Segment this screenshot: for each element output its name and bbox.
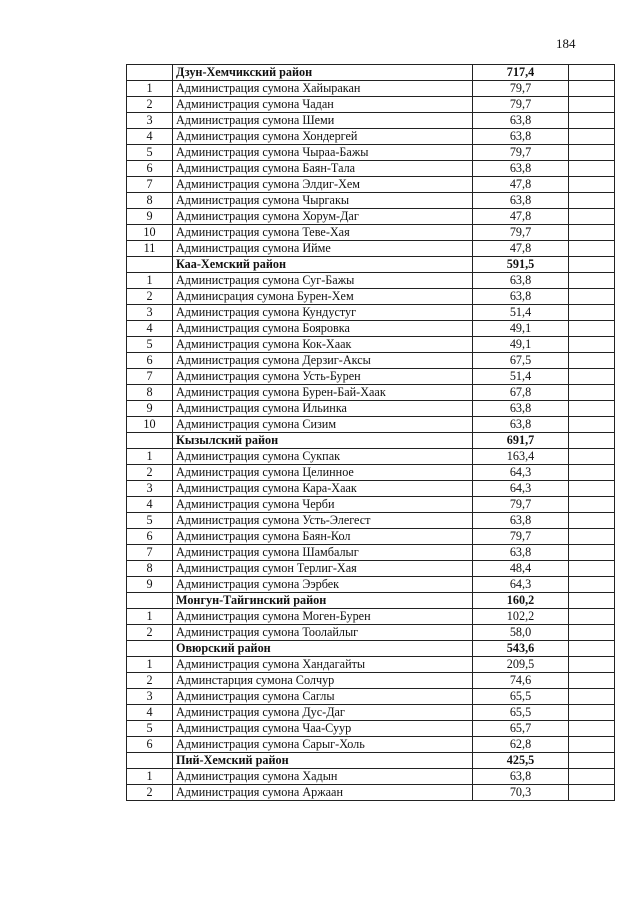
- margin-cell: [569, 225, 615, 241]
- row-number: 4: [127, 321, 173, 337]
- amount-value: 63,8: [473, 129, 569, 145]
- table-row: [127, 289, 615, 305]
- administration-name: Администрация сумона Чыраа-Бажы: [173, 145, 473, 161]
- district-total: 425,5: [473, 753, 569, 769]
- row-number: 3: [127, 481, 173, 497]
- table-row: [127, 449, 615, 465]
- margin-cell: [569, 513, 615, 529]
- row-number: 8: [127, 561, 173, 577]
- administration-name: Администрация сумона Кундустуг: [173, 305, 473, 321]
- table-row: [127, 657, 615, 673]
- row-number: 5: [127, 513, 173, 529]
- table-row: [127, 177, 615, 193]
- table-row: [127, 497, 615, 513]
- table-row: [127, 401, 615, 417]
- administration-name: Администрация сумона Усть-Бурен: [173, 369, 473, 385]
- row-number: 1: [127, 273, 173, 289]
- amount-value: 58,0: [473, 625, 569, 641]
- table-row: [127, 737, 615, 753]
- district-total: 717,4: [473, 65, 569, 81]
- margin-cell: [569, 161, 615, 177]
- amount-value: 64,3: [473, 481, 569, 497]
- district-name: Монгун-Тайгинский район: [173, 593, 473, 609]
- margin-cell: [569, 465, 615, 481]
- administration-name: Администрация сумона Дус-Даг: [173, 705, 473, 721]
- district-row: [127, 593, 615, 609]
- table-row: [127, 529, 615, 545]
- table-row: [127, 193, 615, 209]
- table-row: [127, 481, 615, 497]
- margin-cell: [569, 785, 615, 801]
- table-row: [127, 353, 615, 369]
- amount-value: 63,8: [473, 513, 569, 529]
- margin-cell: [569, 177, 615, 193]
- administration-name: Администрация сумона Целинное: [173, 465, 473, 481]
- administration-name: Администрация сумона Ийме: [173, 241, 473, 257]
- administration-name: Админисрация сумона Бурен-Хем: [173, 289, 473, 305]
- administration-name: Администрация сумона Шеми: [173, 113, 473, 129]
- row-number: 2: [127, 625, 173, 641]
- row-number: 1: [127, 609, 173, 625]
- margin-cell: [569, 609, 615, 625]
- administration-name: Администрация сумона Чаа-Суур: [173, 721, 473, 737]
- row-number: 3: [127, 689, 173, 705]
- district-num-cell: [127, 65, 173, 81]
- amount-value: 67,8: [473, 385, 569, 401]
- amount-value: 79,7: [473, 145, 569, 161]
- margin-cell: [569, 145, 615, 161]
- amount-value: 79,7: [473, 497, 569, 513]
- row-number: 7: [127, 545, 173, 561]
- table-row: [127, 673, 615, 689]
- table-row: [127, 145, 615, 161]
- district-num-cell: [127, 257, 173, 273]
- administration-name: Администрация сумона Хайыракан: [173, 81, 473, 97]
- administration-name: Администрация сумона Чыргакы: [173, 193, 473, 209]
- amount-value: 74,6: [473, 673, 569, 689]
- administration-name: Администрация сумона Хадын: [173, 769, 473, 785]
- amount-value: 209,5: [473, 657, 569, 673]
- amount-value: 65,7: [473, 721, 569, 737]
- amount-value: 64,3: [473, 465, 569, 481]
- margin-cell: [569, 209, 615, 225]
- amount-value: 63,8: [473, 417, 569, 433]
- margin-cell: [569, 769, 615, 785]
- margin-cell: [569, 241, 615, 257]
- table-row: [127, 337, 615, 353]
- margin-cell: [569, 321, 615, 337]
- district-total: 160,2: [473, 593, 569, 609]
- table-row: [127, 689, 615, 705]
- administration-name: Администрация сумон Терлиг-Хая: [173, 561, 473, 577]
- margin-cell: [569, 305, 615, 321]
- administration-name: Администрация сумона Аржаан: [173, 785, 473, 801]
- budget-table: [126, 64, 615, 801]
- administration-name: Администрация сумона Ильинка: [173, 401, 473, 417]
- margin-cell: [569, 97, 615, 113]
- margin-cell: [569, 81, 615, 97]
- table-row: [127, 609, 615, 625]
- row-number: 5: [127, 721, 173, 737]
- table-row: [127, 545, 615, 561]
- margin-cell: [569, 449, 615, 465]
- row-number: 7: [127, 369, 173, 385]
- district-row: [127, 65, 615, 81]
- administration-name: Администрация сумона Черби: [173, 497, 473, 513]
- row-number: 10: [127, 225, 173, 241]
- amount-value: 102,2: [473, 609, 569, 625]
- margin-cell: [569, 273, 615, 289]
- margin-cell: [569, 257, 615, 273]
- amount-value: 63,8: [473, 161, 569, 177]
- district-num-cell: [127, 641, 173, 657]
- administration-name: Администрация сумона Сарыг-Холь: [173, 737, 473, 753]
- administration-name: Администрация сумона Элдиг-Хем: [173, 177, 473, 193]
- row-number: 4: [127, 497, 173, 513]
- margin-cell: [569, 625, 615, 641]
- amount-value: 63,8: [473, 193, 569, 209]
- margin-cell: [569, 369, 615, 385]
- table-row: [127, 241, 615, 257]
- table-row: [127, 209, 615, 225]
- administration-name: Администрация сумона Баян-Тала: [173, 161, 473, 177]
- table-row: [127, 785, 615, 801]
- district-name: Каа-Хемский район: [173, 257, 473, 273]
- administration-name: Администрация сумона Моген-Бурен: [173, 609, 473, 625]
- margin-cell: [569, 689, 615, 705]
- row-number: 1: [127, 769, 173, 785]
- table-row: [127, 721, 615, 737]
- row-number: 8: [127, 193, 173, 209]
- administration-name: Администрация сумона Дерзиг-Аксы: [173, 353, 473, 369]
- row-number: 2: [127, 97, 173, 113]
- row-number: 9: [127, 577, 173, 593]
- row-number: 2: [127, 673, 173, 689]
- row-number: 3: [127, 113, 173, 129]
- margin-cell: [569, 385, 615, 401]
- district-total: 691,7: [473, 433, 569, 449]
- table-row: [127, 417, 615, 433]
- amount-value: 47,8: [473, 209, 569, 225]
- margin-cell: [569, 561, 615, 577]
- margin-cell: [569, 113, 615, 129]
- margin-cell: [569, 417, 615, 433]
- margin-cell: [569, 753, 615, 769]
- margin-cell: [569, 593, 615, 609]
- amount-value: 64,3: [473, 577, 569, 593]
- row-number: 2: [127, 465, 173, 481]
- row-number: 7: [127, 177, 173, 193]
- row-number: 9: [127, 401, 173, 417]
- row-number: 3: [127, 305, 173, 321]
- row-number: 2: [127, 785, 173, 801]
- margin-cell: [569, 657, 615, 673]
- amount-value: 65,5: [473, 705, 569, 721]
- amount-value: 63,8: [473, 545, 569, 561]
- amount-value: 47,8: [473, 177, 569, 193]
- margin-cell: [569, 545, 615, 561]
- row-number: 4: [127, 705, 173, 721]
- administration-name: Администрация сумона Бурен-Бай-Хаак: [173, 385, 473, 401]
- table-row: [127, 561, 615, 577]
- row-number: 1: [127, 81, 173, 97]
- amount-value: 67,5: [473, 353, 569, 369]
- margin-cell: [569, 529, 615, 545]
- margin-cell: [569, 737, 615, 753]
- amount-value: 51,4: [473, 369, 569, 385]
- row-number: 6: [127, 161, 173, 177]
- margin-cell: [569, 353, 615, 369]
- administration-name: Администрация сумона Ээрбек: [173, 577, 473, 593]
- administration-name: Администрация сумона Усть-Элегест: [173, 513, 473, 529]
- table-row: [127, 273, 615, 289]
- table-row: [127, 113, 615, 129]
- table-row: [127, 225, 615, 241]
- row-number: 6: [127, 353, 173, 369]
- administration-name: Администрация сумона Бояровка: [173, 321, 473, 337]
- margin-cell: [569, 721, 615, 737]
- margin-cell: [569, 193, 615, 209]
- table-row: [127, 369, 615, 385]
- row-number: 1: [127, 449, 173, 465]
- amount-value: 79,7: [473, 81, 569, 97]
- margin-cell: [569, 705, 615, 721]
- page-number: 184: [556, 36, 576, 51]
- row-number: 1: [127, 657, 173, 673]
- district-num-cell: [127, 593, 173, 609]
- district-num-cell: [127, 753, 173, 769]
- district-row: [127, 641, 615, 657]
- margin-cell: [569, 497, 615, 513]
- district-row: [127, 257, 615, 273]
- administration-name: Администрация сумона Теве-Хая: [173, 225, 473, 241]
- amount-value: 63,8: [473, 401, 569, 417]
- row-number: 8: [127, 385, 173, 401]
- table-row: [127, 465, 615, 481]
- table-row: [127, 321, 615, 337]
- margin-cell: [569, 673, 615, 689]
- margin-cell: [569, 577, 615, 593]
- margin-cell: [569, 337, 615, 353]
- amount-value: 79,7: [473, 225, 569, 241]
- district-name: Дзун-Хемчикский район: [173, 65, 473, 81]
- table-row: [127, 385, 615, 401]
- amount-value: 65,5: [473, 689, 569, 705]
- amount-value: 49,1: [473, 337, 569, 353]
- row-number: 5: [127, 337, 173, 353]
- table-row: [127, 769, 615, 785]
- administration-name: Администрация сумона Тоолайлыг: [173, 625, 473, 641]
- table-row: [127, 161, 615, 177]
- table-row: [127, 705, 615, 721]
- row-number: 10: [127, 417, 173, 433]
- amount-value: 51,4: [473, 305, 569, 321]
- row-number: 4: [127, 129, 173, 145]
- amount-value: 79,7: [473, 97, 569, 113]
- district-total: 591,5: [473, 257, 569, 273]
- amount-value: 163,4: [473, 449, 569, 465]
- row-number: 6: [127, 529, 173, 545]
- margin-cell: [569, 481, 615, 497]
- amount-value: 63,8: [473, 769, 569, 785]
- district-row: [127, 753, 615, 769]
- administration-name: Администрация сумона Хорум-Даг: [173, 209, 473, 225]
- row-number: 5: [127, 145, 173, 161]
- administration-name: Администрация сумона Кара-Хаак: [173, 481, 473, 497]
- administration-name: Администрация сумона Саглы: [173, 689, 473, 705]
- district-row: [127, 433, 615, 449]
- district-name: Пий-Хемский район: [173, 753, 473, 769]
- administration-name: Администрация сумона Хондергей: [173, 129, 473, 145]
- amount-value: 63,8: [473, 273, 569, 289]
- district-total: 543,6: [473, 641, 569, 657]
- margin-cell: [569, 401, 615, 417]
- district-num-cell: [127, 433, 173, 449]
- district-name: Овюрский район: [173, 641, 473, 657]
- amount-value: 62,8: [473, 737, 569, 753]
- table-row: [127, 97, 615, 113]
- amount-value: 63,8: [473, 113, 569, 129]
- table-row: [127, 513, 615, 529]
- administration-name: Администрация сумона Суг-Бажы: [173, 273, 473, 289]
- row-number: 9: [127, 209, 173, 225]
- margin-cell: [569, 65, 615, 81]
- row-number: 11: [127, 241, 173, 257]
- administration-name: Администрация сумона Сукпак: [173, 449, 473, 465]
- administration-name: Администрация сумона Сизим: [173, 417, 473, 433]
- amount-value: 48,4: [473, 561, 569, 577]
- margin-cell: [569, 433, 615, 449]
- administration-name: Администрация сумона Хандагайты: [173, 657, 473, 673]
- amount-value: 63,8: [473, 289, 569, 305]
- amount-value: 79,7: [473, 529, 569, 545]
- administration-name: Администрация сумона Кок-Хаак: [173, 337, 473, 353]
- margin-cell: [569, 289, 615, 305]
- table-row: [127, 577, 615, 593]
- amount-value: 70,3: [473, 785, 569, 801]
- administration-name: Администрация сумона Шамбалыг: [173, 545, 473, 561]
- administration-name: Админстарция сумона Солчур: [173, 673, 473, 689]
- administration-name: Администрация сумона Чадан: [173, 97, 473, 113]
- administration-name: Администрация сумона Баян-Кол: [173, 529, 473, 545]
- amount-value: 47,8: [473, 241, 569, 257]
- margin-cell: [569, 641, 615, 657]
- row-number: 6: [127, 737, 173, 753]
- margin-cell: [569, 129, 615, 145]
- table-row: [127, 81, 615, 97]
- row-number: 2: [127, 289, 173, 305]
- district-name: Кызылский район: [173, 433, 473, 449]
- table-row: [127, 129, 615, 145]
- budget-table-body: [127, 65, 615, 801]
- amount-value: 49,1: [473, 321, 569, 337]
- table-row: [127, 305, 615, 321]
- table-row: [127, 625, 615, 641]
